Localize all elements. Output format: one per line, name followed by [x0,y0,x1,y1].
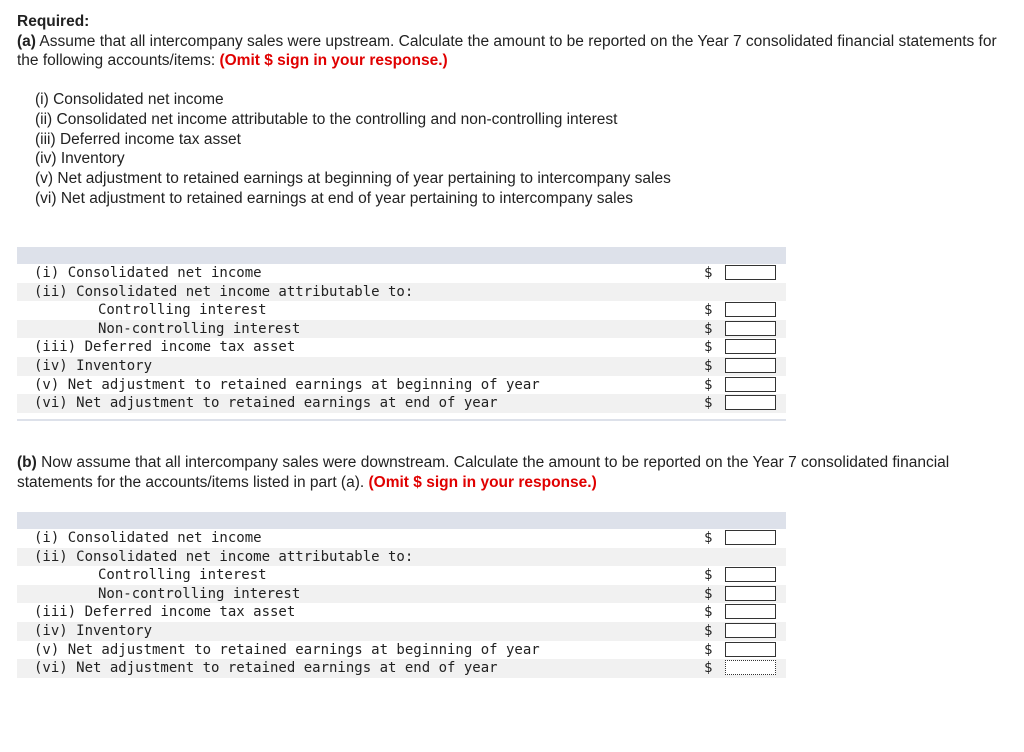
dollar-sign: $ [704,376,713,393]
dollar-sign: $ [704,357,713,374]
table-footer-rule [17,413,786,421]
dollar-sign: $ [704,530,713,546]
part-b-omit-note: (Omit $ sign in your response.) [368,473,597,491]
list-item: (i) Consolidated net income [35,91,224,108]
part-a-text: Assume that all intercompany sales were upstream. Calculate the amount to be reported on the Year 7 consolidated financial statements for the following accounts/items: [17,32,997,69]
a-re-end-input[interactable] [725,395,776,410]
answer-table-a [17,247,786,421]
table-row [17,585,786,604]
dollar-sign: $ [704,585,713,602]
part-b-prefix: (b) [17,454,37,471]
row-label-inventory: (iv) Inventory [34,357,153,374]
part-a-instructions [17,32,1007,71]
table-header-bar [17,247,786,264]
row-label-controlling-interest: Controlling interest [98,302,267,319]
table-row [17,338,786,357]
dollar-sign: $ [704,320,713,337]
part-a-omit-note: (Omit $ sign in your response.) [219,52,448,69]
table-row [17,548,786,567]
b-consolidated-net-income-input[interactable] [725,530,776,545]
table-row [17,357,786,376]
table-row [17,641,786,660]
b-inventory-input[interactable] [725,623,776,638]
row-label-consolidated-net-income: (i) Consolidated net income [34,265,262,281]
table-row [17,566,786,585]
dollar-sign: $ [704,604,713,621]
row-label-re-end: (vi) Net adjustment to retained earnings at end of year [34,660,498,677]
row-label-re-beginning: (v) Net adjustment to retained earnings at beginning of year [34,376,540,393]
table-row [17,603,786,622]
a-non-controlling-interest-input[interactable] [725,321,776,336]
a-inventory-input[interactable] [725,358,776,373]
row-label-non-controlling-interest: Non-controlling interest [98,320,301,337]
a-deferred-tax-asset-input[interactable] [725,339,776,354]
dollar-sign: $ [704,302,713,319]
table-row [17,376,786,395]
dollar-sign: $ [704,641,713,658]
table-row [17,283,786,302]
row-label-attributable-to: (ii) Consolidated net income attributable to: [34,548,414,565]
b-deferred-tax-asset-input[interactable] [725,604,776,619]
dollar-sign: $ [704,660,713,677]
b-re-beginning-input[interactable] [725,642,776,657]
row-label-controlling-interest: Controlling interest [98,567,267,584]
table-row [17,659,786,678]
b-non-controlling-interest-input[interactable] [725,586,776,601]
b-controlling-interest-input[interactable] [725,567,776,582]
table-row [17,301,786,320]
required-label: Required: [17,13,90,30]
table-row [17,622,786,641]
table-row [17,320,786,339]
dollar-sign: $ [704,265,713,281]
a-consolidated-net-income-input[interactable] [725,265,776,280]
part-b-instructions [17,453,1007,492]
row-label-re-end: (vi) Net adjustment to retained earnings at end of year [34,395,498,412]
row-label-non-controlling-interest: Non-controlling interest [98,585,301,602]
answer-table-b [17,512,786,678]
list-item: (iii) Deferred income tax asset [35,130,241,148]
table-row [17,529,786,548]
dollar-sign: $ [704,567,713,584]
table-row [17,394,786,413]
required-heading-block [17,12,1007,71]
row-label-re-beginning: (v) Net adjustment to retained earnings at beginning of year [34,641,540,658]
dollar-sign: $ [704,339,713,356]
dollar-sign: $ [704,622,713,639]
list-item: (vi) Net adjustment to retained earnings at end of year pertaining to intercompany sales [35,189,633,207]
part-b-text: Now assume that all intercompany sales were downstream. Calculate the amount to be reported on the Year 7 consolidated financial statements for the accounts/items listed in part (a). [17,454,950,491]
a-re-beginning-input[interactable] [725,377,776,392]
row-label-consolidated-net-income: (i) Consolidated net income [34,530,262,546]
row-label-attributable-to: (ii) Consolidated net income attributable to: [34,283,414,300]
dollar-sign: $ [704,395,713,412]
a-controlling-interest-input[interactable] [725,302,776,317]
b-re-end-input[interactable] [725,660,776,675]
item-list [35,90,671,209]
table-header-bar [17,512,786,529]
row-label-inventory: (iv) Inventory [34,622,153,639]
list-item: (iv) Inventory [35,150,125,168]
row-label-deferred-tax-asset: (iii) Deferred income tax asset [34,604,296,621]
row-label-deferred-tax-asset: (iii) Deferred income tax asset [34,339,296,356]
part-a-prefix: (a) [17,32,36,50]
list-item: (v) Net adjustment to retained earnings at beginning of year pertaining to intercompany sales [35,170,671,188]
list-item: (ii) Consolidated net income attributable to the controlling and non-controlling interest [35,110,618,128]
table-row [17,264,786,283]
